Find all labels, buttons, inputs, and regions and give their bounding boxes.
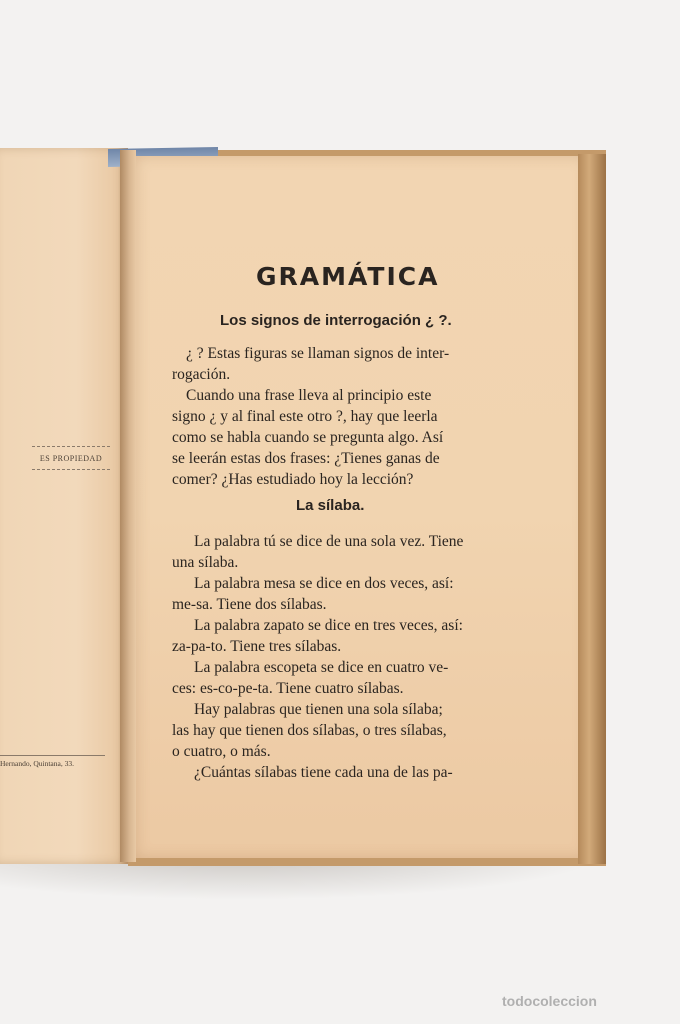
text-line: o cuatro, o más. xyxy=(172,743,271,760)
text-line: me-sa. Tiene dos sílabas. xyxy=(172,596,327,613)
page-title: GRAMÁTICA xyxy=(256,262,440,291)
text-line: Hay palabras que tienen una sola sílaba; xyxy=(194,701,443,718)
text-line: Cuando una frase lleva al principio este xyxy=(186,387,432,404)
watermark: todocoleccion xyxy=(502,993,597,1009)
property-stamp: ES PROPIEDAD xyxy=(32,446,110,470)
text-line: ¿ ? Estas figuras se llaman signos de inter- xyxy=(186,345,450,362)
text-line: signo ¿ y al final este otro ?, hay que leerla xyxy=(172,408,438,425)
page-edges xyxy=(578,154,606,864)
text-line: La palabra tú se dice de una sola vez. Tiene xyxy=(194,533,464,550)
text-line: La palabra zapato se dice en tres veces, así: xyxy=(194,617,463,634)
section-heading-interrogation: Los signos de interrogación ¿ ?. xyxy=(220,312,452,329)
text-line: las hay que tienen dos sílabas, o tres sílabas, xyxy=(172,722,447,739)
text-line: ces: es-co-pe-ta. Tiene cuatro sílabas. xyxy=(172,680,404,697)
book-gutter xyxy=(120,150,136,862)
printer-imprint: Hernando, Quintana, 33. xyxy=(0,755,105,768)
text-line: La palabra escopeta se dice en cuatro ve- xyxy=(194,659,449,676)
text-line: ¿Cuántas sílabas tiene cada una de las pa- xyxy=(194,764,453,781)
text-line: se leerán estas dos frases: ¿Tienes ganas de xyxy=(172,450,440,467)
text-line: za-pa-to. Tiene tres sílabas. xyxy=(172,638,342,655)
text-line: comer? ¿Has estudiado hoy la lección? xyxy=(172,471,414,488)
text-line: rogación. xyxy=(172,366,231,383)
section-heading-syllable: La sílaba. xyxy=(296,497,365,514)
text-line: como se habla cuando se pregunta algo. Así xyxy=(172,429,444,446)
text-line: una sílaba. xyxy=(172,554,239,571)
text-line: La palabra mesa se dice en dos veces, así: xyxy=(194,575,454,592)
